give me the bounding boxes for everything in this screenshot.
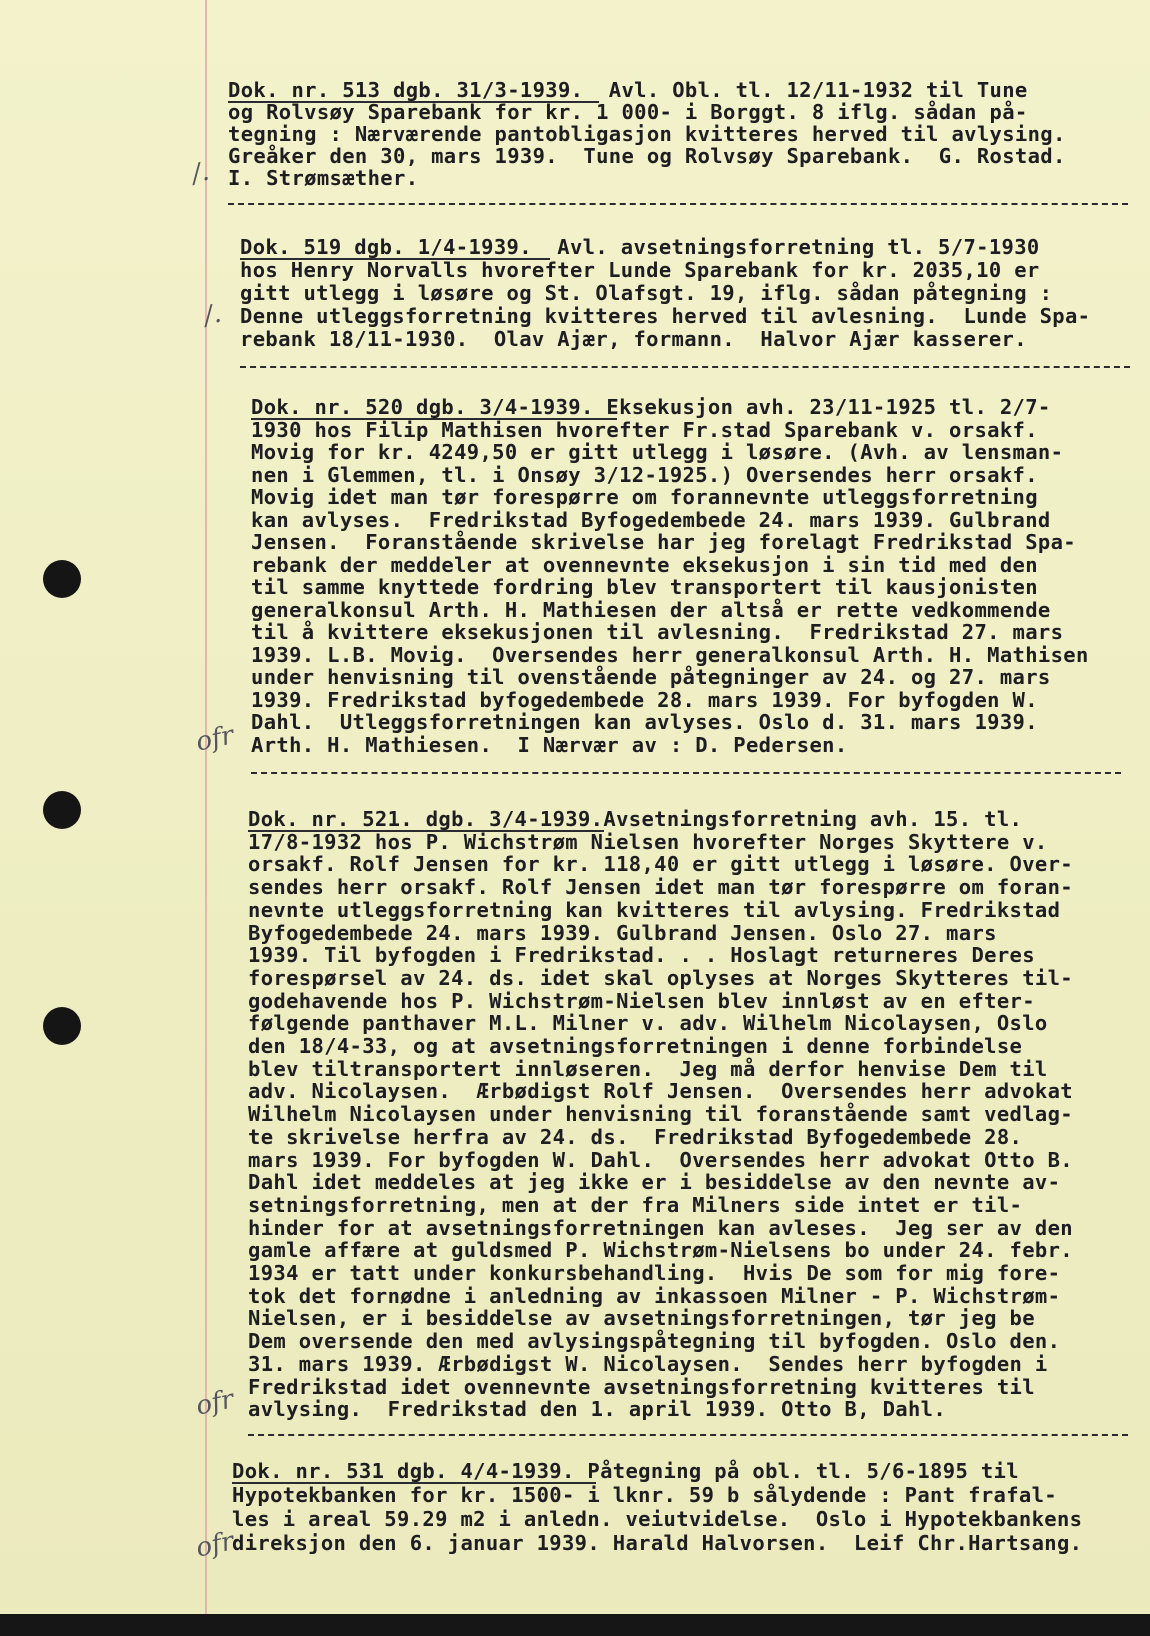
entry-line: avlysing. Fredrikstad den 1. april 1939. Otto B, Dahl.	[248, 1397, 947, 1422]
separator-line	[251, 772, 1121, 774]
punch-hole-bottom	[43, 1007, 81, 1045]
entry-line: rebank der meddeler at ovennevnte eksekusjon i sin tid med den	[251, 552, 1038, 577]
entry-line: 1939. Til byfogden i Fredrikstad. . . Hoslagt returneres Deres	[248, 943, 1035, 968]
margin-mark: /.	[201, 298, 224, 332]
entry-line: generalkonsul Arth. H. Mathiesen der altså er rette vedkommende	[251, 597, 1051, 622]
entry-line: nevnte utleggsforretning kan kvitteres til avlysing. Fredrikstad	[248, 897, 1061, 922]
entry-line: 17/8-1932 hos P. Wichstrøm Nielsen hvorefter Norges Skyttere v.	[248, 829, 1048, 854]
entry-line: Nielsen, er i besiddelse av avsetningsforretningen, tør jeg be	[248, 1306, 1035, 1331]
margin-mark: ofr	[193, 1526, 237, 1564]
entry-line: følgende panthaver M.L. Milner v. adv. Wilhelm Nicolaysen, Oslo	[248, 1011, 1048, 1036]
entry-line: den 18/4-33, og at avsetningsforretningen i denne forbindelse	[248, 1034, 1023, 1058]
entry-line: Movig for kr. 4249,50 er gitt utlegg i løsøre. (Avh. av lensman-	[251, 440, 1064, 464]
entry-line: forespørsel av 24. ds. idet skal oplyses at Norges Skytteres til-	[248, 965, 1073, 990]
entry-line: les i areal 59.29 m2 i anledn. veiutvidelse. Oslo i Hypotekbankens	[232, 1507, 1083, 1531]
margin-mark: /.	[189, 156, 212, 190]
separator-line	[240, 366, 1130, 368]
punch-hole-middle	[43, 791, 81, 829]
entry-line: direksjon den 6. januar 1939. Harald Halvorsen. Leif Chr.Hartsang.	[232, 1531, 1083, 1555]
entry-line: nen i Glemmen, tl. i Onsøy 3/12-1925.) Oversendes herr orsakf.	[251, 462, 1038, 487]
entry-line: Dok. nr. 521. dgb. 3/4-1939.Avsetningsforretning avh. 15. tl.	[248, 807, 1023, 831]
entry-line: blev tiltransportert innløseren. Jeg må derfor henvise Dem til	[248, 1056, 1048, 1081]
entry-line: gitt utlegg i løsøre og St. Olafsgt. 19, iflg. sådan påtegning :	[240, 281, 1053, 305]
entry-line: Arth. H. Mathiesen. I Nærvær av : D. Pedersen.	[251, 732, 848, 757]
entry-line: Jensen. Foranstående skrivelse har jeg forelagt Fredrikstad Spa-	[251, 530, 1076, 554]
entry-line: hinder for at avsetningsforretningen kan avleses. Jeg ser av den	[248, 1215, 1073, 1240]
entry-line: til samme knyttede fordring blev transportert til kausjonisten	[251, 575, 1038, 599]
margin-mark: ofr	[193, 1384, 237, 1422]
entry-line: til å kvittere eksekusjonen til avlesning. Fredrikstad 27. mars	[251, 620, 1064, 644]
entry-line: tegning : Nærværende pantobligasjon kvitteres herved til avlysing.	[228, 122, 1066, 146]
entry-line: Movig idet man tør forespørre om forannevnte utleggsforretning	[251, 485, 1038, 509]
entry-line: Dahl. Utleggsforretningen kan avlyses. Oslo d. 31. mars 1939.	[251, 710, 1038, 734]
entry-line: Wilhelm Nicolaysen under henvisning til foranstående samt vedlag-	[248, 1102, 1073, 1127]
entry-line: Denne utleggsforretning kvitteres herved til avlesning. Lunde Spa-	[240, 304, 1091, 328]
entry-line: rebank 18/11-1930. Olav Ajær, formann. Halvor Ajær kasserer.	[240, 327, 1027, 351]
entry-line: Dok. nr. 520 dgb. 3/4-1939. Eksekusjon avh. 23/11-1925 tl. 2/7-	[251, 395, 1051, 419]
entry-line: 1930 hos Filip Mathisen hvorefter Fr.stad Sparebank v. orsakf.	[251, 417, 1038, 442]
entry-line: sendes herr orsakf. Rolf Jensen idet man tør forespørre om foran-	[248, 875, 1073, 900]
entry-line: og Rolvsøy Sparebank for kr. 1 000- i Borggt. 8 iflg. sådan på-	[228, 100, 1028, 124]
entry-line: 1939. L.B. Movig. Oversendes herr generalkonsul Arth. H. Mathisen	[251, 642, 1089, 667]
entry-line: Hypotekbanken for kr. 1500- i lknr. 59 b sålydende : Pant frafal-	[232, 1483, 1057, 1507]
entry-line: te skrivelse herfra av 24. ds. Fredrikstad Byfogedembede 28.	[248, 1124, 1023, 1149]
entry-line: I. Strømsæther.	[228, 166, 419, 190]
separator-line	[228, 203, 1128, 205]
entry-line: Dem oversende den med avlysingspåtegning til byfogden. Oslo den.	[248, 1329, 1061, 1354]
entry-line: 1939. Fredrikstad byfogedembede 28. mars 1939. For byfogden W.	[251, 687, 1038, 712]
entry-line: Byfogedembede 24. mars 1939. Gulbrand Jensen. Oslo 27. mars	[248, 920, 997, 945]
entry-line: Dok. nr. 513 dgb. 31/3-1939. Avl. Obl. tl. 12/11-1932 til Tune	[228, 78, 1028, 102]
margin-rule	[205, 0, 207, 1614]
entry-line: gamle affære at guldsmed P. Wichstrøm-Nielsens bo under 24. febr.	[248, 1238, 1073, 1263]
entry-line: 31. mars 1939. Ærbødigst W. Nicolaysen. Sendes herr byfogden i	[248, 1351, 1048, 1376]
entry-line: hos Henry Norvalls hvorefter Lunde Sparebank for kr. 2035,10 er	[240, 258, 1040, 282]
entry-line: under henvisning til ovenstående påtegninger av 24. og 27. mars	[251, 665, 1051, 689]
entry-line: kan avlyses. Fredrikstad Byfogedembede 24. mars 1939. Gulbrand	[251, 507, 1051, 532]
separator-line	[248, 1434, 1128, 1436]
entry-line: Fredrikstad idet ovennevnte avsetningsforretning kvitteres til	[248, 1374, 1035, 1399]
margin-mark: ofr	[193, 720, 237, 758]
entry-line: 1934 er tatt under konkursbehandling. Hvis De som for mig fore-	[248, 1261, 1061, 1285]
entry-line: mars 1939. For byfogden W. Dahl. Oversendes herr advokat Otto B.	[248, 1147, 1073, 1172]
entry-line: Dok. nr. 531 dgb. 4/4-1939. Påtegning på obl. tl. 5/6-1895 til	[232, 1459, 1019, 1483]
entry-line: adv. Nicolaysen. Ærbødigst Rolf Jensen. Oversendes herr advokat	[248, 1079, 1073, 1104]
entry-line: orsakf. Rolf Jensen for kr. 118,40 er gitt utlegg i løsøre. Over-	[248, 852, 1073, 877]
entry-line: setningsforretning, men at der fra Milners side intet er til-	[248, 1192, 1023, 1217]
entry-line: godehavende hos P. Wichstrøm-Nielsen blev innløst av en efter-	[248, 988, 1035, 1013]
entry-line: tok det fornødne i anledning av inkassoen Milner - P. Wichstrøm-	[248, 1283, 1061, 1308]
entry-line: Dahl idet meddeles at jeg ikke er i besiddelse av den nevnte av-	[248, 1170, 1061, 1195]
entry-line: Greåker den 30, mars 1939. Tune og Rolvsøy Sparebank. G. Rostad.	[228, 144, 1066, 168]
entry-line: Dok. 519 dgb. 1/4-1939. Avl. avsetningsforretning tl. 5/7-1930	[240, 235, 1040, 259]
scan-edge	[0, 1614, 1150, 1636]
punch-hole-top	[43, 560, 81, 598]
